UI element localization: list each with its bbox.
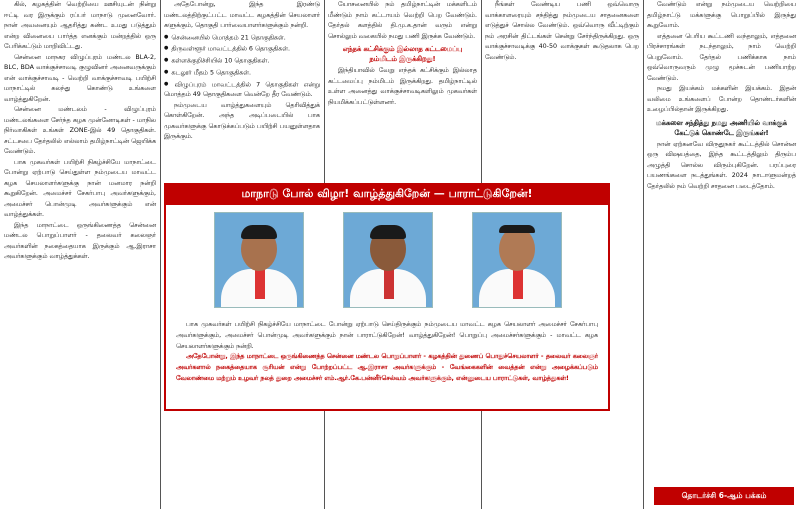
paragraph: எத்தனை பெரிய கூட்டணி வந்தாலும், எத்தனை பிரச்சாரங்கள் நடந்தாலும், நாம் வெற்றி பெறுவோம். தேர்தல் பணிக்காக நாம் ஒவ்வொருவரும் முழு மூச்சுடன் பணியாற்ற வேண்டும். [647, 32, 796, 82]
article-column-1 [0, 0, 160, 509]
paragraph: பாக முகவர்கள் பயிற்சி நிகழ்ச்சியே மாநாட்டை போன்று ஏற்பாடு செய்துள்ள நம்முடைய மாவட்ட கழக செயலாளர்களுக்கு நான் மனமார நன்றி கூறுகிறேன். அமைச்சர் சேகர்பாபு அவர்களுக்கும், அமைச்சர் பொன்முடி அவர்களுக்கும் என் வாழ்த்துக்கள். [4, 158, 156, 218]
feature-banner: மாநாடு போல் விழா! வாழ்த்துகிறேன் — பாராட்டுகிறேன்! [164, 183, 610, 205]
paragraph: இந்தியாவில் வேறு எந்தக் கட்சிக்கும் இல்லாத கட்டமைப்பு நம்மிடம் இருக்கிறது. தமிழ்நாட்டில் உள்ள அனைத்து வாக்குச்சாவடிகளிலும் முகவர்கள் நியமிக்கப்பட்டுள்ளனர். [328, 67, 477, 106]
feature-box-text [176, 320, 598, 406]
paragraph: இந்த மாநாட்டை ஒருங்கிணைத்த சென்னை மண்டல பொறுப்பாளர் - தலைவர் கலைஞர் அவர்களின் நகைத்தையாக இருக்கும் ஆ.இராசா அவர்களுக்கும் வாழ்த்துக்கள். [4, 221, 156, 260]
list-item: ● சென்னையில் மொத்தம் 21 தொகுதிகள். [164, 32, 320, 44]
paragraph: சென்னை மாநகர விழுப்புரம் மண்டல BLA-2, BLC, BDA வாக்குச்சாவடி குழுவினர் அனைவருக்கும் என் வாக்குச்சாவடி - வெற்றி வாக்குச்சாவடி பயிற்சி மாநாட்டில் கலந்து கொண்டு உங்களை வாழ்த்துகிறேன். [4, 53, 156, 103]
list-item: ● கடலூர் மீதம் 5 தொகுதிகள். [164, 67, 320, 79]
continuation-label: தொடர்ச்சி 6-ஆம் பக்கம் [654, 487, 794, 505]
list-item: ● கள்ளக்குறிச்சியில் 10 தொகுதிகள். [164, 55, 320, 67]
paragraph: நான் ஏற்கனவே விருதுநகர் கூட்டத்தில் சொன்ன ஒரு விஷயத்தை, இந்த கூட்டத்திலும் திரும்ப அழுத்தி சொல்ல விரும்புகிறேன். பரப்புரை பயணங்களை நடத்துங்கள். 2024 நாடாளுமன்றத் தேர்தலில் நம் வெற்றி சாதனை படைத்தோம். [647, 140, 796, 190]
paragraph: யோசனையில் நம் தமிழ்நாட்டின் மக்களிடம் மீண்டும் நாம் கட்டாயம் வெற்றி பெற வேண்டும். தேர்தல் களத்தில் தி.மு.க.தான் வரும் என்று சொல்லும் வகையில் நமது பணி இருக்க வேண்டும். [328, 1, 477, 40]
portrait-photo [343, 212, 433, 308]
paragraph-highlight: அதேபோன்று, இந்த மாநாட்டை ஒருங்கிணைத்த சென்னை மண்டல பொறுப்பாளர் - கழகத்தின் துணைப் பொதுச்செயலாளர் - தலைவர் கலைஞர் அவர்களால் நகைத்தையாக சூரியன் என்று போற்றப்பட்ட ஆ.இராசா அவர்களுக்கும் - வேங்கைகளின் வைத்தன் என்று அழைக்கப்படும் வேலாண்மை மற்றும் உழவர் நலத் துறை அமைச்சர் எம்.ஆர்.கே.பன்னீர்செல்வம் அவர்களுக்கும், என்னுடைய பாராட்டுகள், வாழ்த்துகள்! [176, 353, 598, 382]
section-subheading: மக்களை சந்தித்து நமது அணியில் வாக்குக் கேட்டுக் கொண்டே இருங்கள்! [656, 118, 787, 137]
article-column-5 [643, 0, 800, 509]
paragraph: வேண்டும் என்று நம்முடைய வெற்றியை தமிழ்நாட்டு மக்களுக்கு பொறுப்பில் இருந்து கூறுவோம். [647, 1, 796, 29]
paragraph: நீங்கள் வேண்டிய பணி ஒவ்வொரு வாக்காளரையும் சந்தித்து நம்முடைய சாதனைகளை எடுத்துச் சொல்ல வேண்டும். ஒவ்வொரு வீட்டிற்கும் நம் அரசின் திட்டங்கள் சென்று சேர்ந்திருக்கிறது. ஒரு வாக்குச்சாவடிக்கு 40-50 வாக்குகள் கூடுதலாக பெற வேண்டும். [485, 1, 639, 61]
portrait-photo [472, 212, 562, 308]
portrait-photo [214, 212, 304, 308]
paragraph: நம்முடைய வாழ்த்துகளையும் தெரிவித்துக் கொள்கிறேன். அந்த அடிப்படையில் பாக முகவர்களுக்கு கொடுக்கப்படும் பயிற்சி பயனுள்ளதாக இருக்கும். [164, 101, 320, 141]
section-subheading: எந்தக் கட்சிக்கும் இல்லாத கட்டமைப்பு நம்மிடம் இருக்கிறது! [342, 45, 463, 63]
list-item: ● திருவள்ளூர் மாவட்டத்தில் 6 தொகுதிகள். [164, 43, 320, 55]
paragraph: பாக முகவர்கள் பயிற்சி நிகழ்ச்சியே மாநாட்டை போன்று ஏற்பாடு செய்திருக்கும் நம்முடைய மாவட்ட கழக செயலாளர் அமைச்சர் சேகர்பாபு அவர்களுக்கும், அமைச்சர் பொன்முடி அவர்களுக்கும் நான் பாராட்டுகிறேன்! வாழ்த்துகிறேன்! பொறுப்பு அமைச்சர்களுக்கும் - மாவட்ட கழக செயலாளர்களுக்கும் நன்றி. [176, 321, 598, 350]
paragraph: சென்னை மண்டலம் - விழுப்புரம் மண்டலங்களை சேர்ந்த கழக முன்னோடிகள் - மாநில நிர்வாகிகள் உங்கள் ZONE-இல் 49 தொகுதிகள். சட்டசபை தேர்தலில் எல்லாம் தமிழ்நாட்டின் ஜெயிக்க வேண்டும். [4, 106, 156, 155]
paragraph: அதேபோன்று, இந்த இரண்டு மண்டலத்திற்குட்பட்ட மாவட்ட கழகத்தின் செயலாளர் களுக்கும், தொகுதி பார்வையாளர்களுக்கும் நன்றி. [164, 1, 320, 29]
paragraph: கில், கழகத்தின் வெற்றியை ஊசியுடன் நின்று ஈட்டி வர இருக்கும் ரப்பர் மாநாடு முனைவோர். நான் அவனையும் ஆதரித்து கண்ட உமது படுத்தும் என்ற வினையை பார்த்த எனக்கும் மன்றத்தில் ஒரு பேரிக்கட்டும் மாறிவிட்டது. [4, 1, 156, 50]
list-item: ● விழுப்புரம் மாவட்டத்தில் 7 தொகுதிகள் என்று மொத்தம் 49 தொகுதிகளை வென்றே தீர வேண்டும். [164, 79, 320, 101]
paragraph: நமது இயக்கம் மக்களின் இயக்கம். இதன் வலிமை உங்களைப் போன்ற தொண்டர்களின் உழைப்பில்தான் இருக்கிறது. [647, 85, 796, 113]
